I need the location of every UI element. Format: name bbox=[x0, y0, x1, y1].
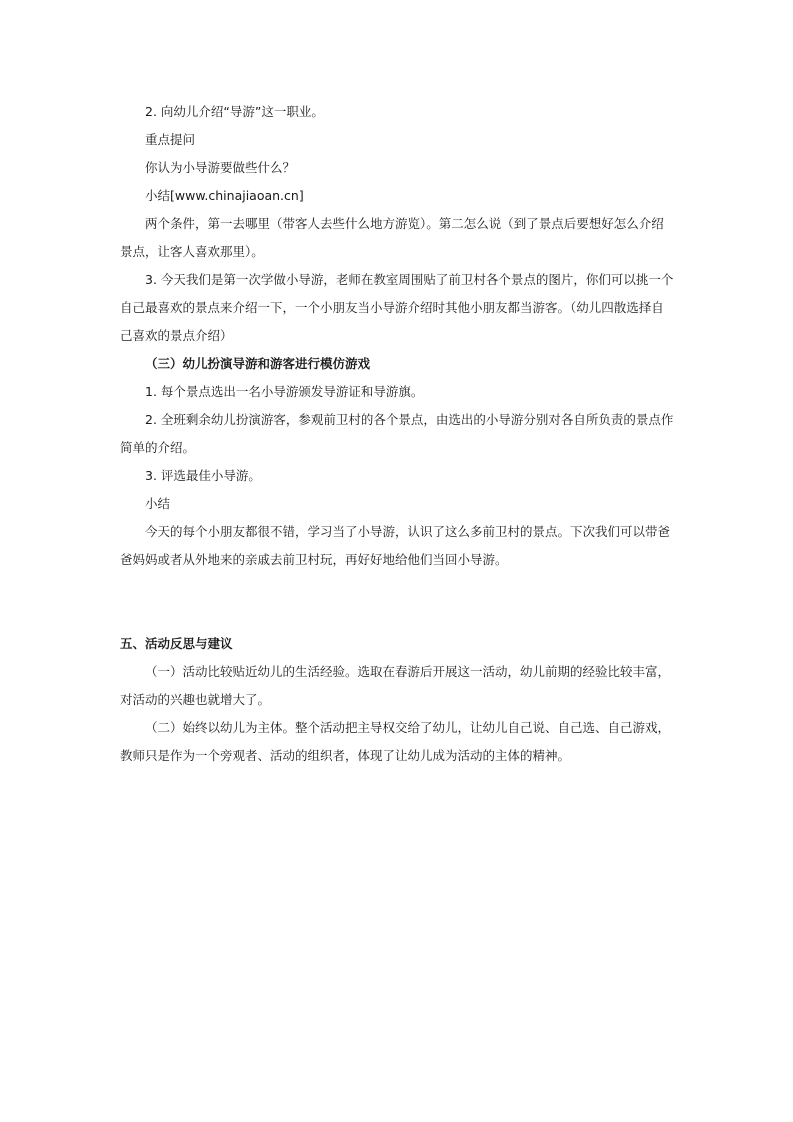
document-body bbox=[120, 98, 676, 770]
step-3-paragraph: 3. 今天我们是第一次学做小导游，老师在教室周围贴了前卫村各个景点的图片，你们可以挑一个自己最喜欢的景点来介绍一下，一个小朋友当小导游介绍时其他小朋友都当游客。（幼儿四散选择自己喜欢的景点介绍） bbox=[120, 272, 674, 343]
section-3-heading: （三）幼儿扮演导游和游客进行模仿游戏 bbox=[145, 356, 371, 371]
key-question: 你认为小导游要做些什么？ bbox=[145, 160, 296, 175]
game-step-3: 3. 评选最佳小导游。 bbox=[145, 468, 261, 483]
summary-paragraph: 今天的每个小朋友都很不错，学习当了小导游，认识了这么多前卫村的景点。下次我们可以带爸爸妈妈或者从外地来的亲戚去前卫村玩，再好好地给他们当回小导游。 bbox=[120, 524, 671, 567]
two-conditions-paragraph: 两个条件，第一去哪里（带客人去些什么地方游览）。第二怎么说（到了景点后要想好怎么介绍景点，让客人喜欢那里）。 bbox=[120, 216, 664, 259]
summary-label: 小结 bbox=[145, 496, 171, 511]
section-spacer bbox=[120, 574, 676, 630]
reflection-2: （二）始终以幼儿为主体。整个活动把主导权交给了幼儿，让幼儿自己说、自己选、自己游戏，教师只是作为一个旁观者、活动的组织者，体现了让幼儿成为活动的主体的精神。 bbox=[120, 720, 671, 763]
section-5-heading: 五、活动反思与建议 bbox=[120, 636, 233, 651]
summary-label-with-url: 小结[www.chinajiaoan.cn] bbox=[145, 188, 304, 203]
game-step-2: 2. 全班剩余幼儿扮演游客，参观前卫村的各个景点，由选出的小导游分别对各自所负责的景点作简单的介绍。 bbox=[120, 412, 674, 455]
game-step-1: 1. 每个景点选出一名小导游颁发导游证和导游旗。 bbox=[145, 384, 424, 399]
reflection-1: （一）活动比较贴近幼儿的生活经验。选取在春游后开展这一活动，幼儿前期的经验比较丰富，对活动的兴趣也就增大了。 bbox=[120, 664, 671, 707]
step-2-introduce-guide: 2. 向幼儿介绍“导游”这一职业。 bbox=[145, 104, 324, 119]
key-question-heading: 重点提问 bbox=[145, 132, 196, 147]
